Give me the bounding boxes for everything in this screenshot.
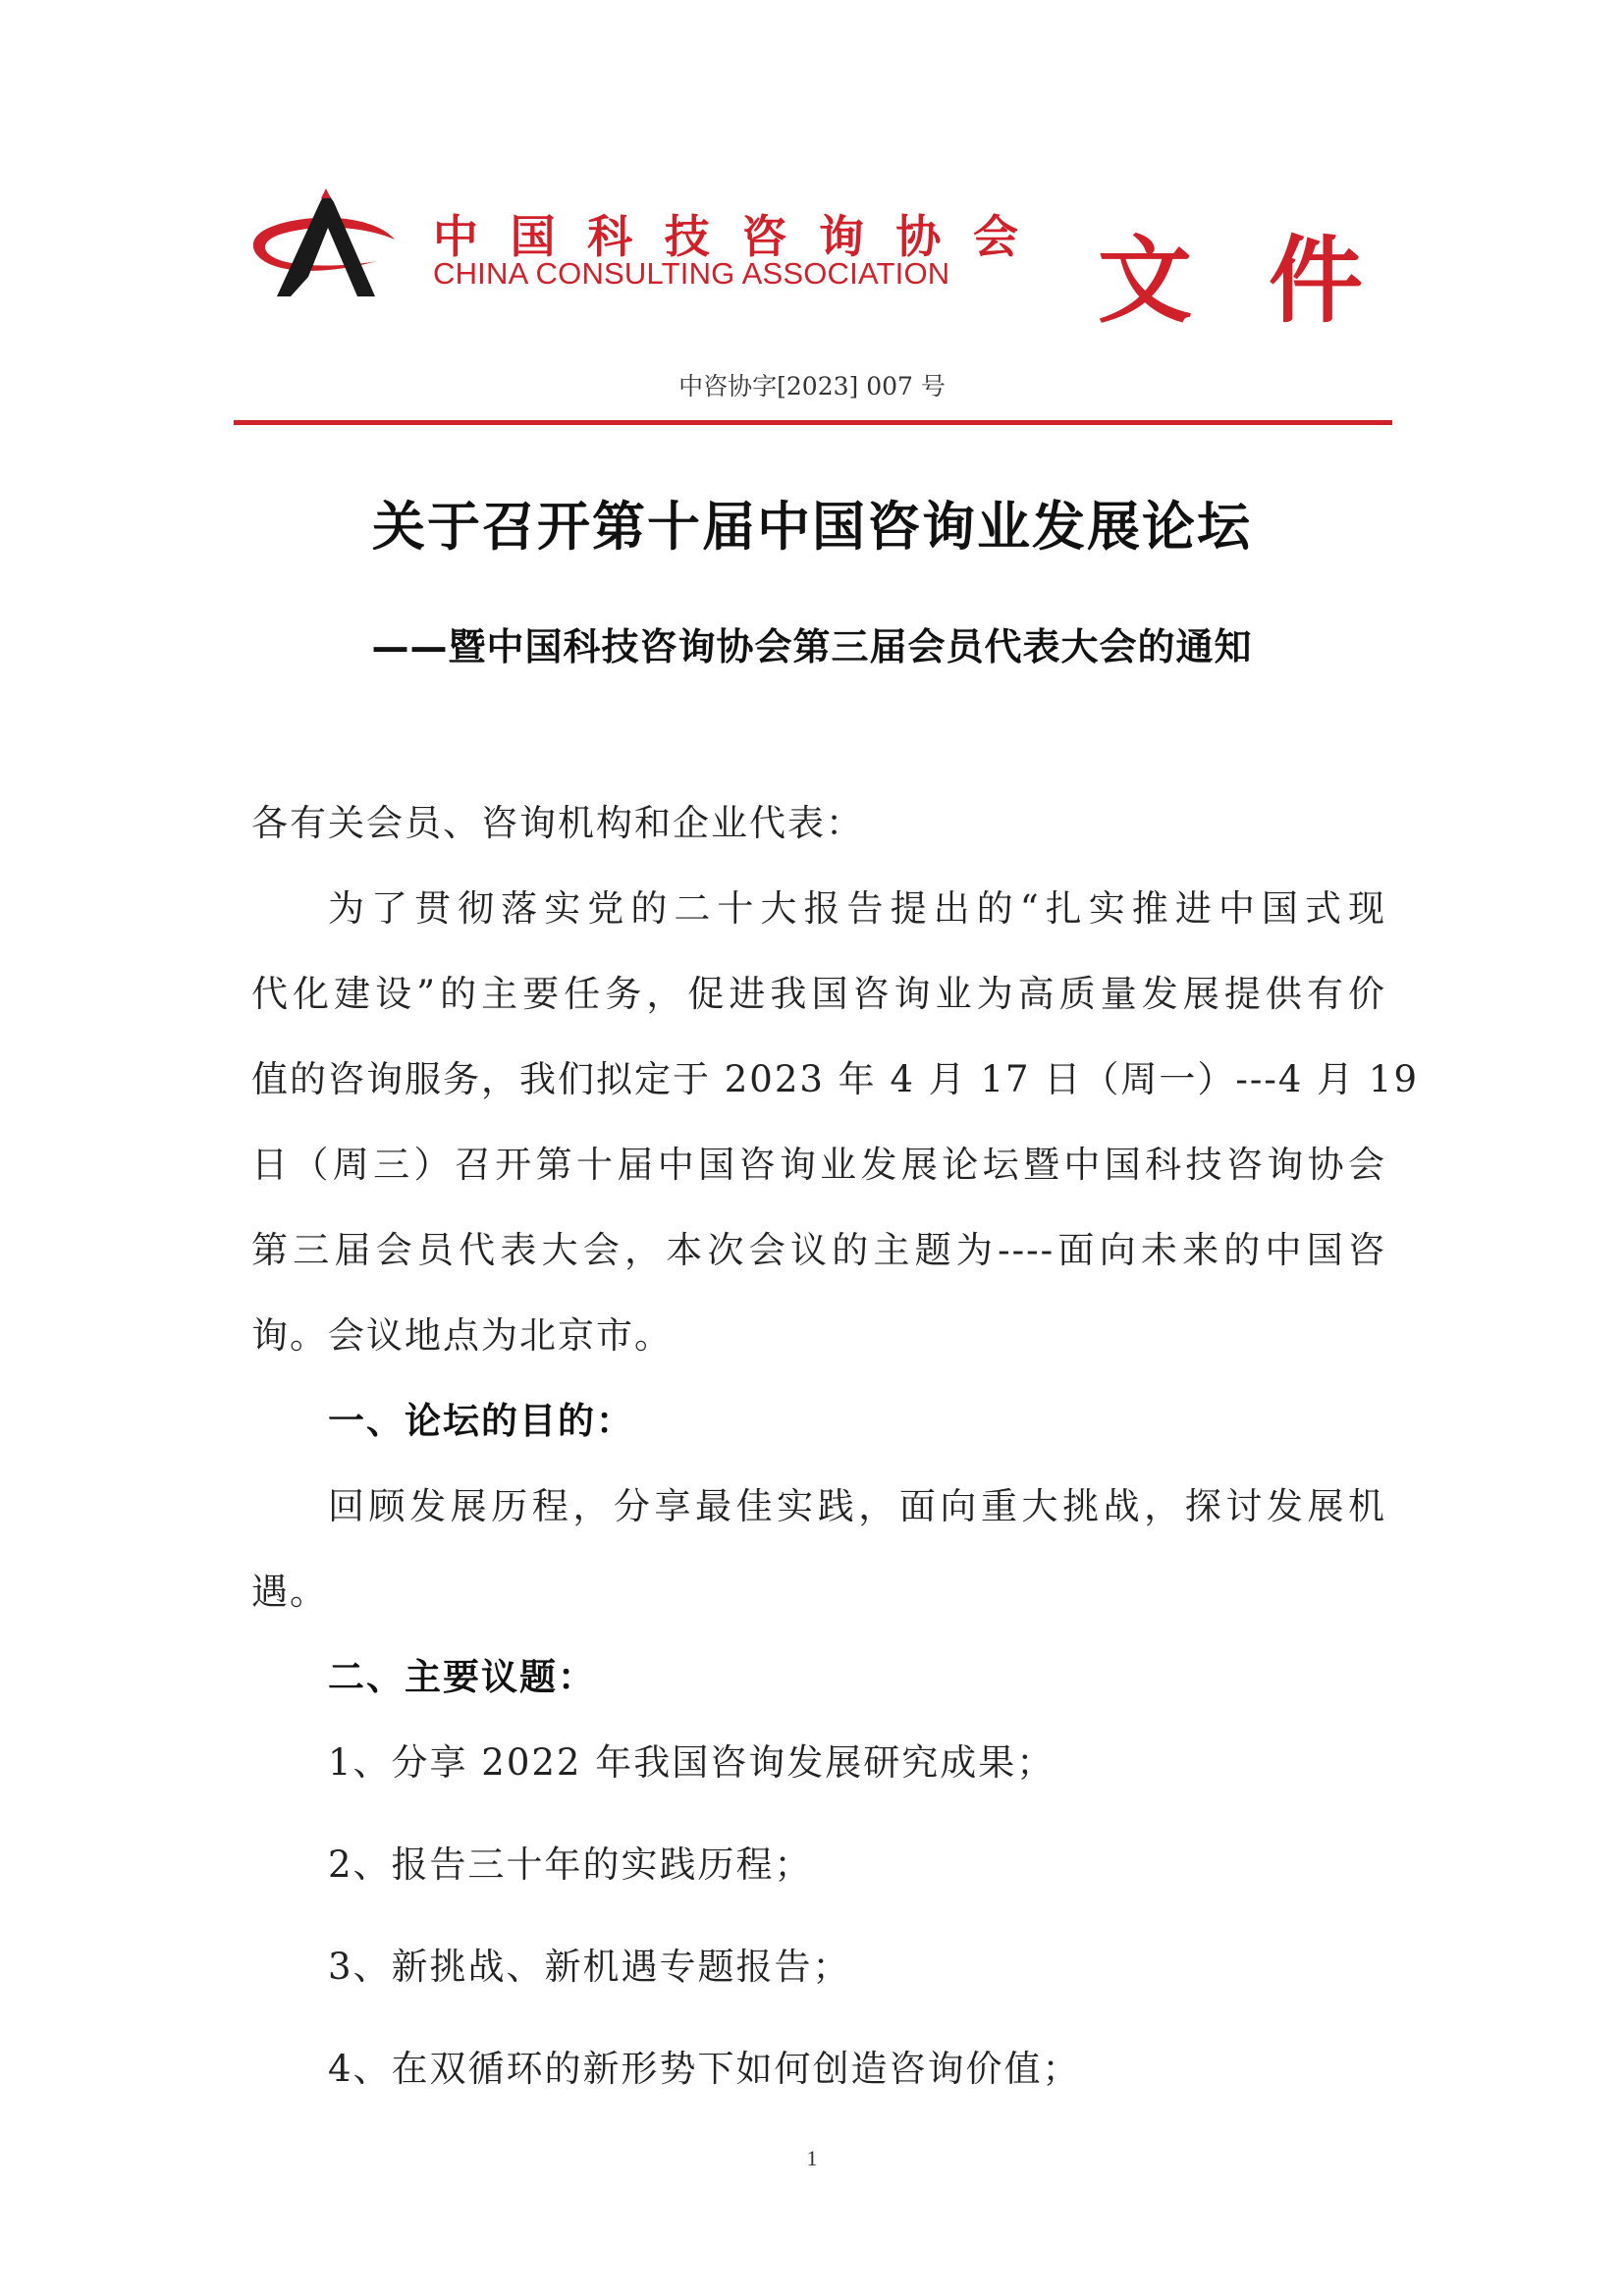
intro-line: 为了贯彻落实党的二十大报告提出的“扎实推进中国式现 [328, 887, 1386, 930]
topic-item: 1、分享 2022 年我国咨询发展研究成果； [328, 1741, 1056, 1784]
salutation: 各有关会员、咨询机构和企业代表： [251, 802, 864, 844]
intro-line: 代化建设”的主要任务，促进我国咨询业为高质量发展提供有价 [251, 973, 1386, 1015]
document-label: 文件 [1098, 225, 1439, 336]
intro-line: 第三届会员代表大会，本次会议的主题为----面向未来的中国咨 [251, 1229, 1386, 1271]
org-name-en: CHINA CONSULTING ASSOCIATION [433, 256, 950, 291]
topic-item: 4、在双循环的新形势下如何创造咨询价值； [328, 2048, 1081, 2090]
topic-item: 3、新挑战、新机遇专题报告； [328, 1946, 851, 1988]
page-number: 1 [806, 2146, 818, 2170]
section-heading-purpose: 一、论坛的目的： [328, 1400, 634, 1442]
topic-item: 2、报告三十年的实践历程； [328, 1843, 813, 1886]
purpose-line: 回顾发展历程，分享最佳实践，面向重大挑战，探讨发展机 [328, 1485, 1386, 1527]
intro-line: 值的咨询服务，我们拟定于 2023 年 4 月 17 日（周一）---4 月 19 [251, 1058, 1419, 1100]
intro-line: 日（周三）召开第十届中国咨询业发展论坛暨中国科技咨询协会 [251, 1144, 1386, 1186]
header-divider [234, 420, 1392, 425]
intro-line: 询。会议地点为北京市。 [251, 1314, 673, 1357]
purpose-line: 遇。 [251, 1571, 328, 1613]
document-number: 中咨协字[2023] 007 号 [678, 372, 946, 400]
org-name-cn: 中国科技咨询协会 [433, 210, 1018, 263]
document-subtitle: ——暨中国科技咨询协会第三届会员代表大会的通知 [371, 625, 1253, 668]
document-title: 关于召开第十届中国咨询业发展论坛 [372, 496, 1252, 558]
section-heading-topics: 二、主要议题： [328, 1656, 596, 1698]
consulting-association-logo [247, 188, 405, 298]
